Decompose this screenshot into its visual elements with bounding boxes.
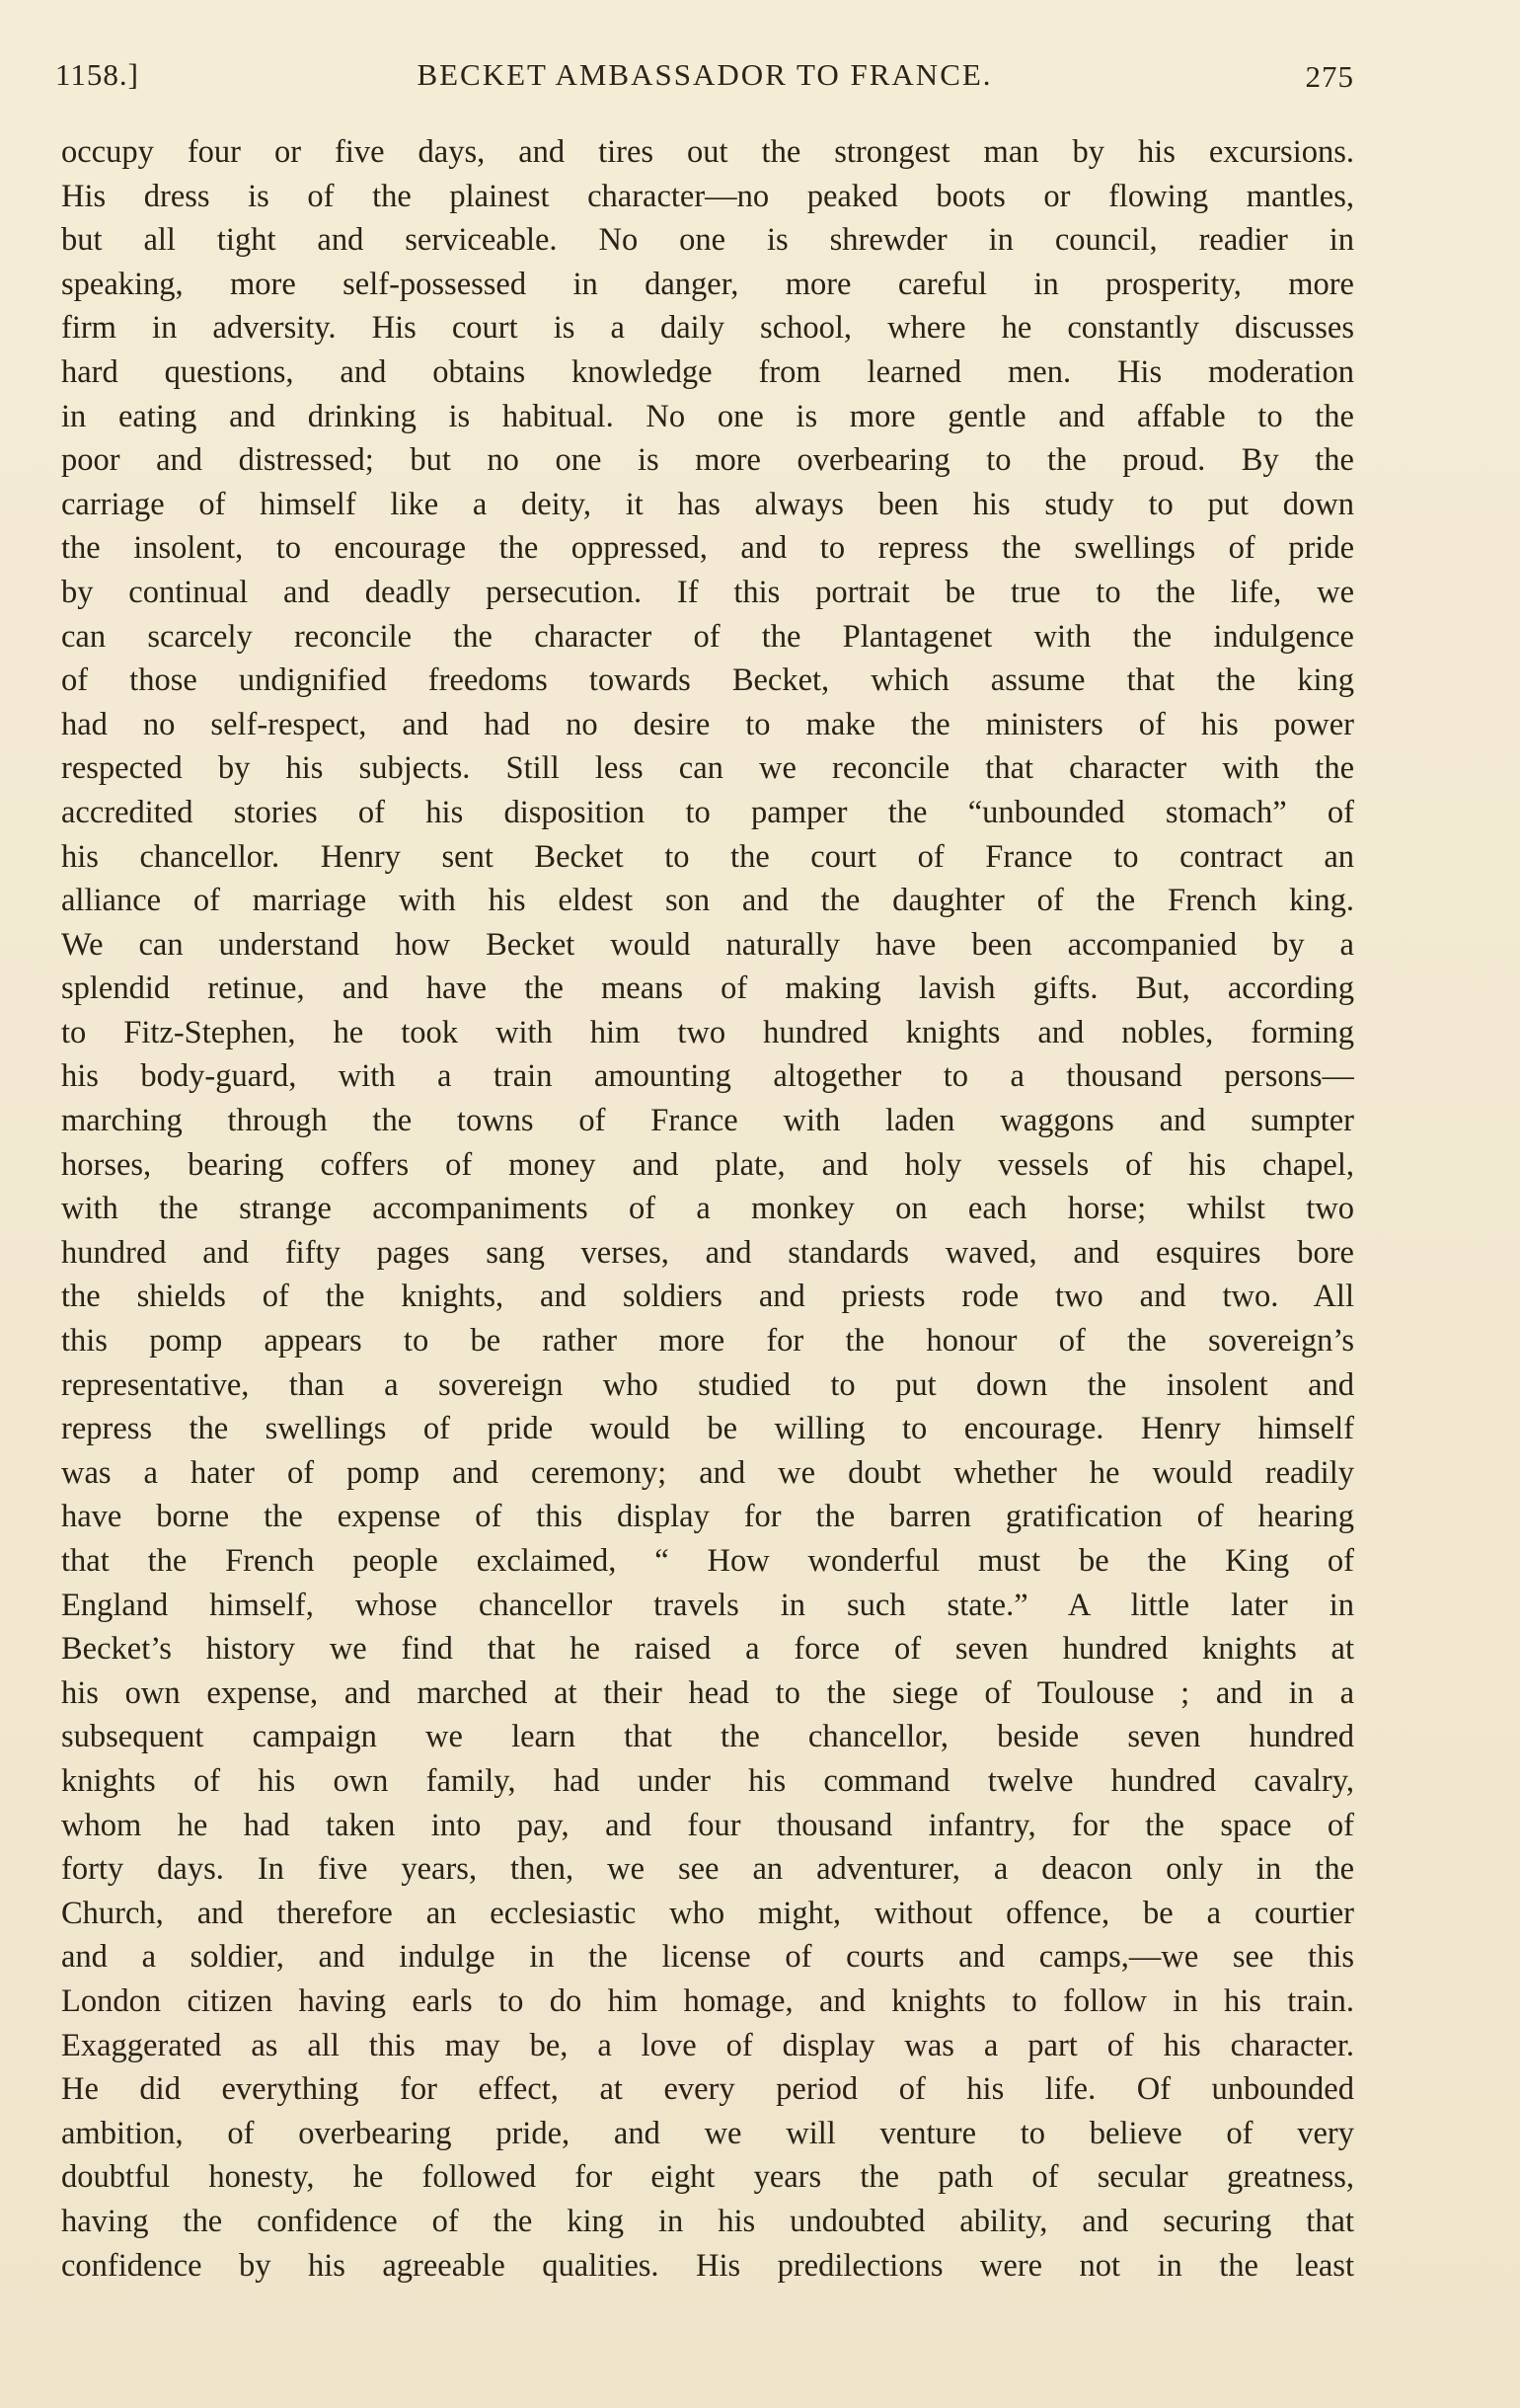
text-line: can scarcely reconcile the character of the Plantagenet with the indulgence bbox=[61, 618, 1354, 655]
text-line: We can understand how Becket would naturally have been accompanied by a bbox=[61, 926, 1354, 963]
text-line: doubtful honesty, he followed for eight years the path of secular greatness, bbox=[61, 2159, 1354, 2196]
text-line: splendid retinue, and have the means of making lavish gifts. But, according bbox=[61, 971, 1354, 1007]
text-line: whom he had taken into pay, and four thousand infantry, for the space of bbox=[61, 1807, 1354, 1843]
text-line: respected by his subjects. Still less can we reconcile that character with the bbox=[61, 750, 1354, 787]
text-line: his chancellor. Henry sent Becket to the court of France to contract an bbox=[61, 838, 1354, 875]
text-line: hard questions, and obtains knowledge from learned men. His moderation bbox=[61, 353, 1354, 390]
text-line: ambition, of overbearing pride, and we will venture to believe of very bbox=[61, 2115, 1354, 2151]
text-line: England himself, whose chancellor travels in such state.” A little later in bbox=[61, 1587, 1354, 1623]
text-line: and a soldier, and indulge in the license of courts and camps,—we see this bbox=[61, 1939, 1354, 1976]
text-line: in eating and drinking is habitual. No one is more gentle and affable to the bbox=[61, 398, 1354, 434]
text-line: Becket’s history we find that he raised a force of seven hundred knights at bbox=[61, 1631, 1354, 1668]
text-line: accredited stories of his disposition to pamper the “unbounded stomach” of bbox=[61, 794, 1354, 830]
text-line: poor and distressed; but no one is more overbearing to the proud. By the bbox=[61, 442, 1354, 479]
text-line: his own expense, and marched at their head to the siege of Toulouse ; and in a bbox=[61, 1674, 1354, 1711]
text-line: marching through the towns of France with laden waggons and sumpter bbox=[61, 1103, 1354, 1139]
page-number: 275 bbox=[1305, 59, 1354, 94]
year-marker: 1158.] bbox=[55, 57, 139, 92]
text-line: hundred and fifty pages sang verses, and standards waved, and esquires bore bbox=[61, 1234, 1354, 1271]
text-line: have borne the expense of this display for the barren gratification of hearing bbox=[61, 1499, 1354, 1535]
text-line: alliance of marriage with his eldest son and the daughter of the French king. bbox=[61, 883, 1354, 919]
text-line: confidence by his agreeable qualities. His predilections were not in the least bbox=[61, 2247, 1354, 2284]
text-line: but all tight and serviceable. No one is shrewder in council, readier in bbox=[61, 222, 1354, 259]
text-line: He did everything for effect, at every period of his life. Of unbounded bbox=[61, 2071, 1354, 2108]
text-line: this pomp appears to be rather more for the honour of the sovereign’s bbox=[61, 1323, 1354, 1359]
text-line: London citizen having earls to do him homage, and knights to follow in his train. bbox=[61, 1982, 1354, 2019]
text-line: firm in adversity. His court is a daily school, where he constantly discusses bbox=[61, 310, 1354, 347]
text-line: that the French people exclaimed, “ How wonderful must be the King of bbox=[61, 1543, 1354, 1579]
text-line: knights of his own family, had under his command twelve hundred cavalry, bbox=[61, 1762, 1354, 1799]
running-title: BECKET AMBASSADOR TO FRANCE. bbox=[417, 57, 993, 92]
text-line: by continual and deadly persecution. If this portrait be true to the life, we bbox=[61, 574, 1354, 610]
text-line: repress the swellings of pride would be willing to encourage. Henry himself bbox=[61, 1411, 1354, 1447]
text-line: horses, bearing coffers of money and plate, and holy vessels of his chapel, bbox=[61, 1146, 1354, 1183]
text-line: occupy four or five days, and tires out the strongest man by his excursions. bbox=[61, 134, 1354, 170]
text-line: His dress is of the plainest character—no peaked boots or flowing mantles, bbox=[61, 178, 1354, 214]
text-line: was a hater of pomp and ceremony; and we doubt whether he would readily bbox=[61, 1454, 1354, 1491]
text-line: having the confidence of the king in his undoubted ability, and securing that bbox=[61, 2203, 1354, 2239]
text-line: Church, and therefore an ecclesiastic who might, without offence, be a courtier bbox=[61, 1895, 1354, 1931]
body-paragraph bbox=[61, 130, 1354, 2288]
text-line: subsequent campaign we learn that the chancellor, beside seven hundred bbox=[61, 1719, 1354, 1755]
text-line: representative, than a sovereign who studied to put down the insolent and bbox=[61, 1366, 1354, 1403]
text-line: had no self-respect, and had no desire to make the ministers of his power bbox=[61, 706, 1354, 742]
text-line: his body-guard, with a train amounting altogether to a thousand persons— bbox=[61, 1058, 1354, 1095]
text-line: carriage of himself like a deity, it has always been his study to put down bbox=[61, 486, 1354, 522]
text-line: to Fitz-Stephen, he took with him two hundred knights and nobles, forming bbox=[61, 1014, 1354, 1050]
text-line: the insolent, to encourage the oppressed, and to repress the swellings of pride bbox=[61, 530, 1354, 567]
running-header bbox=[55, 57, 1354, 107]
text-line: the shields of the knights, and soldiers and priests rode two and two. All bbox=[61, 1279, 1354, 1315]
text-line: speaking, more self-possessed in danger, more careful in prosperity, more bbox=[61, 266, 1354, 302]
text-line: of those undignified freedoms towards Becket, which assume that the king bbox=[61, 662, 1354, 699]
text-line: Exaggerated as all this may be, a love of display was a part of his character. bbox=[61, 2027, 1354, 2063]
text-line: with the strange accompaniments of a monkey on each horse; whilst two bbox=[61, 1191, 1354, 1227]
text-line: forty days. In five years, then, we see an adventurer, a deacon only in the bbox=[61, 1851, 1354, 1888]
